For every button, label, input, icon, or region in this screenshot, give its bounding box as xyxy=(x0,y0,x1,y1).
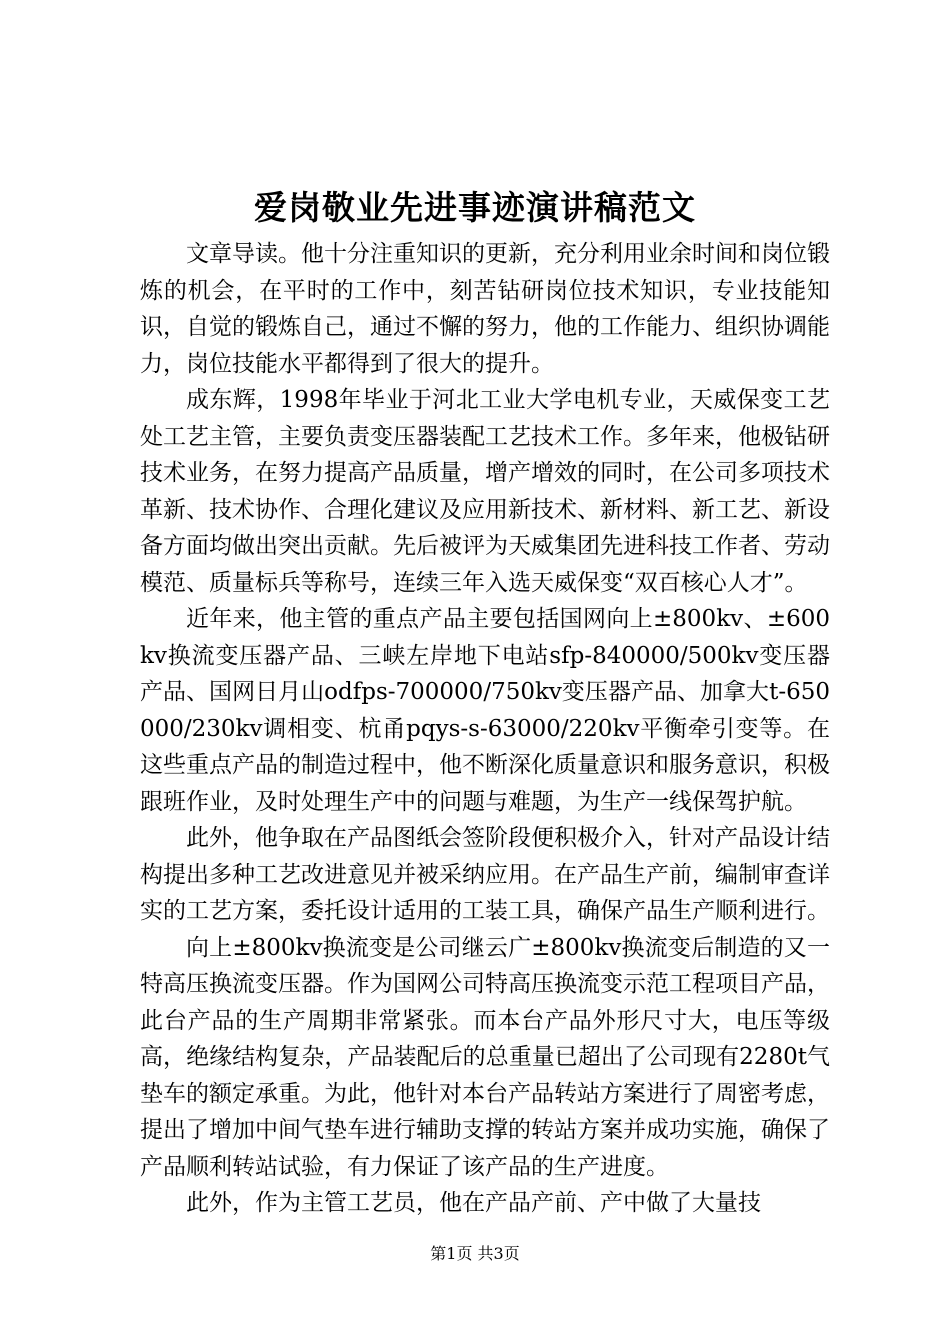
paragraph: 此外，他争取在产品图纸会签阶段便积极介入，针对产品设计结构提出多种工艺改进意见并被采纳应用。在产品生产前，编制审查详实的工艺方案，委托设计适用的工装工具，确保产品生产顺利进行。 xyxy=(140,825,830,924)
document-body xyxy=(140,236,830,1222)
document-title: 爱岗敬业先进事迹演讲稿范文 xyxy=(254,188,696,227)
page-footer: 第1页 共3页 xyxy=(430,1244,520,1263)
paragraph: 此外，作为主管工艺员，他在产品产前、产中做了大量技 xyxy=(186,1190,761,1216)
paragraph: 近年来，他主管的重点产品主要包括国网向上±800kv、±600kv换流变压器产品、三峡左岸地下电站sfp-840000/500kv变压器产品、国网日月山odfps-700000/750kv变压器产品、加拿大t-650000/230kv调相变、杭甬pqys-s-63000/220kv平衡牵引变等。在这些重点产品的制造过程中，他不断深化质量意识和服务意识，积极跟班作业，及时处理生产中的问题与难题，为生产一线保驾护航。 xyxy=(140,606,830,815)
paragraph: 文章导读。他十分注重知识的更新，充分利用业余时间和岗位锻炼的机会，在平时的工作中，刻苦钻研岗位技术知识，专业技能知识，自觉的锻炼自己，通过不懈的努力，他的工作能力、组织协调能力，岗位技能水平都得到了很大的提升。 xyxy=(140,241,830,377)
paragraph: 成东辉，1998年毕业于河北工业大学电机专业，天威保变工艺处工艺主管，主要负责变压器装配工艺技术工作。多年来，他极钻研技术业务，在努力提高产品质量，增产增效的同时，在公司多项技术革新、技术协作、合理化建议及应用新技术、新材料、新工艺、新设备方面均做出突出贡献。先后被评为天威集团先进科技工作者、劳动模范、质量标兵等称号，连续三年入选天威保变“双百核心人才”。 xyxy=(140,387,830,596)
paragraph: 向上±800kv换流变是公司继云广±800kv换流变后制造的又一特高压换流变压器。作为国网公司特高压换流变示范工程项目产品，此台产品的生产周期非常紧张。而本台产品外形尺寸大，电压等级高，绝缘结构复杂，产品装配后的总重量已超出了公司现有2280t气垫车的额定承重。为此，他针对本台产品转站方案进行了周密考虑，提出了增加中间气垫车进行辅助支撑的转站方案并成功实施，确保了产品顺利转站试验，有力保证了该产品的生产进度。 xyxy=(140,934,830,1180)
